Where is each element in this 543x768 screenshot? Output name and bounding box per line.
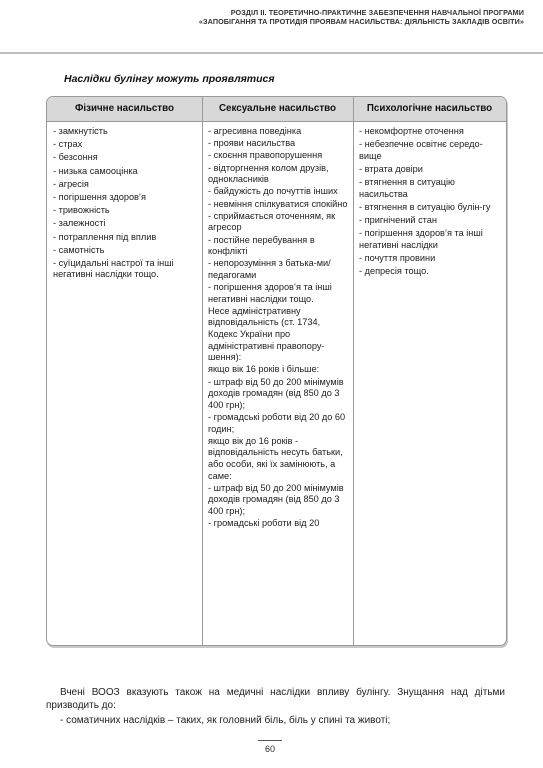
table-cell-item: - постійне перебування в конфлікті <box>208 234 315 257</box>
table-cell-item: - прояви насильства <box>208 138 296 149</box>
column-divider <box>202 97 203 645</box>
section-title: Наслідки булінгу можуть проявлятися <box>64 73 275 85</box>
table-cell-item: якщо вік 16 років і більше: <box>208 364 320 375</box>
table-cell-item: - тривожність <box>53 205 110 216</box>
table-cell-item: Несе адміністративну відповідальність (ст. 1734, Кодекс України про адміністративні правопору-шення): <box>208 305 325 363</box>
header-physical: Фізичне насильство <box>75 103 174 114</box>
header-psychological: Психологічне насильство <box>366 103 493 114</box>
table-cell-item: - депресія тощо. <box>359 266 429 277</box>
table-cell-item: - низька самооцінка <box>53 165 138 176</box>
table-cell-item: - потраплення під вплив <box>53 231 157 242</box>
table-cell-item: - залежності <box>53 218 106 229</box>
table-cell-item: - невміння спілкуватися спокійно <box>208 198 348 209</box>
table-cell-item: - погіршення здоров’я та інші негативні наслідки тощо. <box>208 282 332 304</box>
running-header <box>160 8 524 26</box>
table-cell-item: якщо вік до 16 років - відповідальність несуть батьки, або особи, які їх замінюють, а саме: <box>208 435 343 481</box>
table-cell-item: - громадські роботи від 20 <box>208 518 320 529</box>
table-cell-item: - замкнутість <box>53 126 108 136</box>
table-cell-item: - втягнення в ситуацію насильства <box>359 177 455 199</box>
table-cell-item: - суїцидальні настрої та інші негативні наслідки тощо. <box>53 257 174 280</box>
sexual-column <box>208 126 349 530</box>
page-number-rule <box>258 740 282 741</box>
table-header-row <box>47 97 506 122</box>
page-number: 60 <box>264 744 275 754</box>
table-cell-item: - пригнічений стан <box>359 215 437 226</box>
psychological-column <box>359 126 501 279</box>
body-paragraph: Вчені ВООЗ вказують також на медичні наслідки впливу булінгу. Знущання над дітьми призводить до: <box>46 687 505 711</box>
table-cell-item: - скоєння правопорушення <box>208 150 323 161</box>
header-sexual: Сексуальне насильство <box>218 103 337 114</box>
table-cell-item: - сприймається оточенням, як агресор <box>208 210 336 233</box>
consequences-table <box>46 96 507 646</box>
table-cell-item: - некомфортне оточення <box>359 126 464 136</box>
table-cell-item: - громадські роботи від 20 до 60 годин; <box>208 411 346 434</box>
table-cell-item: - погіршення здоров’я та інші негативні наслідки <box>359 228 483 250</box>
table-cell-item: - втягнення в ситуацію булін-гу <box>359 201 491 212</box>
table-cell-item: - байдужість до почуттів інших <box>208 186 338 197</box>
table-cell-item: - агресія <box>53 178 89 189</box>
column-divider <box>353 97 354 645</box>
table-cell-item: - штраф від 50 до 200 мінімумів доходів громадян (від 850 до 3 400 грн); <box>208 376 344 410</box>
header-divider <box>0 52 543 54</box>
table-cell-item: - відторгнення колом друзів, однокласників <box>208 162 329 185</box>
table-cell-item: - втрата довіри <box>359 163 423 174</box>
header-line-1: РОЗДІЛ ІІ. ТЕОРЕТИЧНО-ПРАКТИЧНЕ ЗАБЕЗПЕЧЕННЯ НАВЧАЛЬНОЇ ПРОГРАМИ <box>230 8 524 17</box>
table-cell-item: - погіршення здоров’я <box>53 191 146 202</box>
table-cell-item: - самотність <box>53 244 105 255</box>
physical-column <box>53 126 196 283</box>
table-cell-item: - непорозуміння з батька-ми/ педагогами <box>208 258 331 280</box>
table-cell-item: - безсоння <box>53 152 98 163</box>
header-line-2: «ЗАПОБІГАННЯ ТА ПРОТИДІЯ ПРОЯВАМ НАСИЛЬСТВА: ДІЯЛЬНІСТЬ ЗАКЛАДІВ ОСВІТИ» <box>198 17 524 26</box>
table-cell-item: - штраф від 50 до 200 мінімумів доходів громадян (від 850 до 3 400 грн); <box>208 482 344 516</box>
table-cell-item: - агресивна поведінка <box>208 126 302 136</box>
list-item: - соматичних наслідків – таких, як головний біль, біль у спині та животі; <box>60 715 391 726</box>
table-cell-item: - почуття провини <box>359 253 436 264</box>
table-cell-item: - небезпечне освітнє середо-вище <box>359 139 483 161</box>
table-cell-item: - страх <box>53 139 83 150</box>
